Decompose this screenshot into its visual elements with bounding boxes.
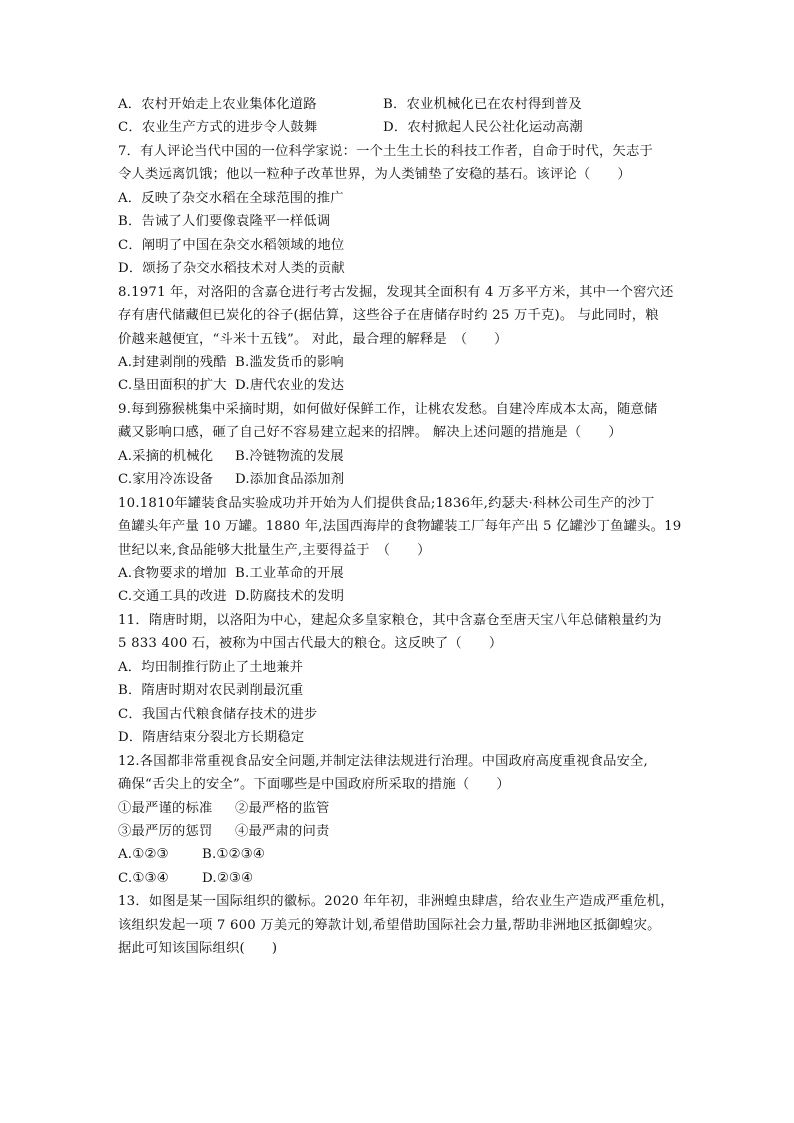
- text-line: C．阐明了中国在杂交水稻领域的地位: [118, 237, 345, 253]
- option-right: D.添加食品添加剂: [235, 472, 345, 488]
- text-line: [118, 354, 344, 372]
- text-line: B．告诫了人们要像袁隆平一样低调: [118, 214, 331, 230]
- text-line: 5 833 400 石，被称为中国古代最大的粮仓。这反映了（ ）: [118, 636, 503, 652]
- text-line: 9.每到猕猴桃集中采摘时期，如何做好保鲜工作，让桃农发愁。自建冷库成本太高，随意储: [118, 401, 658, 417]
- text-line: A．反映了杂交水稻在全球范围的推广: [118, 190, 344, 206]
- text-line: [118, 588, 345, 606]
- text-line: 7．有人评论当代中国的一位科学家说：一个土生土长的科技工作者，自命于时代，矢志于: [118, 143, 654, 159]
- text-line: 据此可知该国际组织( ): [118, 941, 278, 957]
- text-line: [118, 800, 330, 818]
- option-right: B.滥发货币的影响: [235, 354, 344, 370]
- text-line: 世纪以来,食品能够大批量生产,主要得益于 （ ）: [118, 542, 431, 558]
- text-line: [118, 448, 344, 466]
- option-right: ②最严格的监管: [235, 800, 330, 816]
- option-right: D.防腐技术的发明: [235, 589, 345, 605]
- text-line: 藏又影响口感，砸了自己好不容易建立起来的招牌。 解决上述问题的措施是（ ）: [118, 425, 622, 441]
- text-line: [118, 471, 345, 489]
- option-right: ④最严肃的问责: [235, 823, 330, 839]
- option-left: C.交通工具的改进: [118, 589, 227, 605]
- text-line: 价越来越便宜，“斗米十五钱”。 对此，最合理的解释是 （ ）: [118, 331, 508, 347]
- option-left: C.家用冷冻设备: [118, 472, 214, 488]
- text-line: D．隋唐结束分裂北方长期稳定: [118, 730, 305, 746]
- text-line: 11．隋唐时期，以洛阳为中心，建起众多皇家粮仓，其中含嘉仓至唐天宝八年总储粮量约为: [118, 612, 662, 628]
- option-left: ①最严谨的标准: [118, 800, 213, 816]
- text-line: 存有唐代储藏但已炭化的谷子(据估算，这些谷子在唐储存时约 25 万千克)。 与此同时，粮: [118, 308, 659, 324]
- option-right: B．农业机械化已在农村得到普及: [383, 97, 582, 112]
- text-line: [118, 96, 582, 114]
- text-line: 该组织发起一项 7 600 万美元的筹款计划,希望借助国际社会力量,帮助非洲地区抵御蝗灾。: [118, 917, 661, 933]
- text-line: [118, 565, 344, 583]
- option-right: D.②③④: [202, 870, 254, 886]
- text-line: C．我国古代粮食储存技术的进步: [118, 706, 318, 722]
- text-line: B．隋唐时期对农民剥削最沉重: [118, 683, 304, 699]
- option-right: B.工业革命的开展: [235, 566, 344, 581]
- text-line: D．颂扬了杂交水稻技术对人类的贡献: [118, 261, 345, 277]
- text-line: A．均田制推行防止了土地兼并: [118, 659, 304, 675]
- text-line: [118, 119, 583, 137]
- option-right: D.唐代农业的发达: [235, 378, 345, 394]
- option-left: A.采摘的机械化: [118, 448, 214, 464]
- text-line: 8.1971 年，对洛阳的含嘉仓进行考古发掘，发现其全面积有 4 万多平方米，其中一个窖穴还: [118, 284, 674, 300]
- option-left: ③最严厉的惩罚: [118, 823, 213, 839]
- option-left: C．农业生产方式的进步令人鼓舞: [118, 120, 318, 136]
- text-line: [118, 846, 265, 864]
- text-line: 12.各国都非常重视食品安全问题,并制定法律法规进行治理。中国政府高度重视食品安全,: [118, 753, 648, 769]
- text-line: [118, 377, 345, 395]
- option-left: A.食物要求的增加: [118, 566, 227, 581]
- option-right: D．农村掀起人民公社化运动高潮: [383, 120, 583, 136]
- text-line: [118, 870, 254, 888]
- option-left: A.封建剥削的残酷: [118, 354, 227, 370]
- text-line: 确保“舌尖上的安全”。下面哪些是中国政府所采取的措施（ ）: [118, 777, 510, 793]
- option-right: B.①②③④: [202, 847, 265, 863]
- option-left: A．农村开始走上农业集体化道路: [118, 97, 317, 112]
- option-right: B.冷链物流的发展: [235, 448, 344, 464]
- option-left: C.①③④: [118, 870, 169, 886]
- text-line: 令人类远离饥饿；他以一粒种子改革世界，为人类铺垫了安稳的基石。该评论（ ）: [118, 167, 631, 183]
- option-left: A.①②③: [118, 847, 169, 863]
- text-line: [118, 823, 330, 841]
- text-line: 10.1810年罐装食品实验成功并开始为人们提供食品;1836年,约瑟夫·科林公司生产的沙丁: [118, 495, 655, 511]
- option-left: C.垦田面积的扩大: [118, 378, 227, 394]
- text-line: 鱼罐头年产量 10 万罐。1880 年,法国西海岸的食物罐装工厂每年产出 5 亿罐沙丁鱼罐头。19: [118, 519, 682, 535]
- text-line: 13．如图是某一国际组织的徽标。2020 年年初，非洲蝗虫肆虐，给农业生产造成严重危机，: [118, 894, 674, 910]
